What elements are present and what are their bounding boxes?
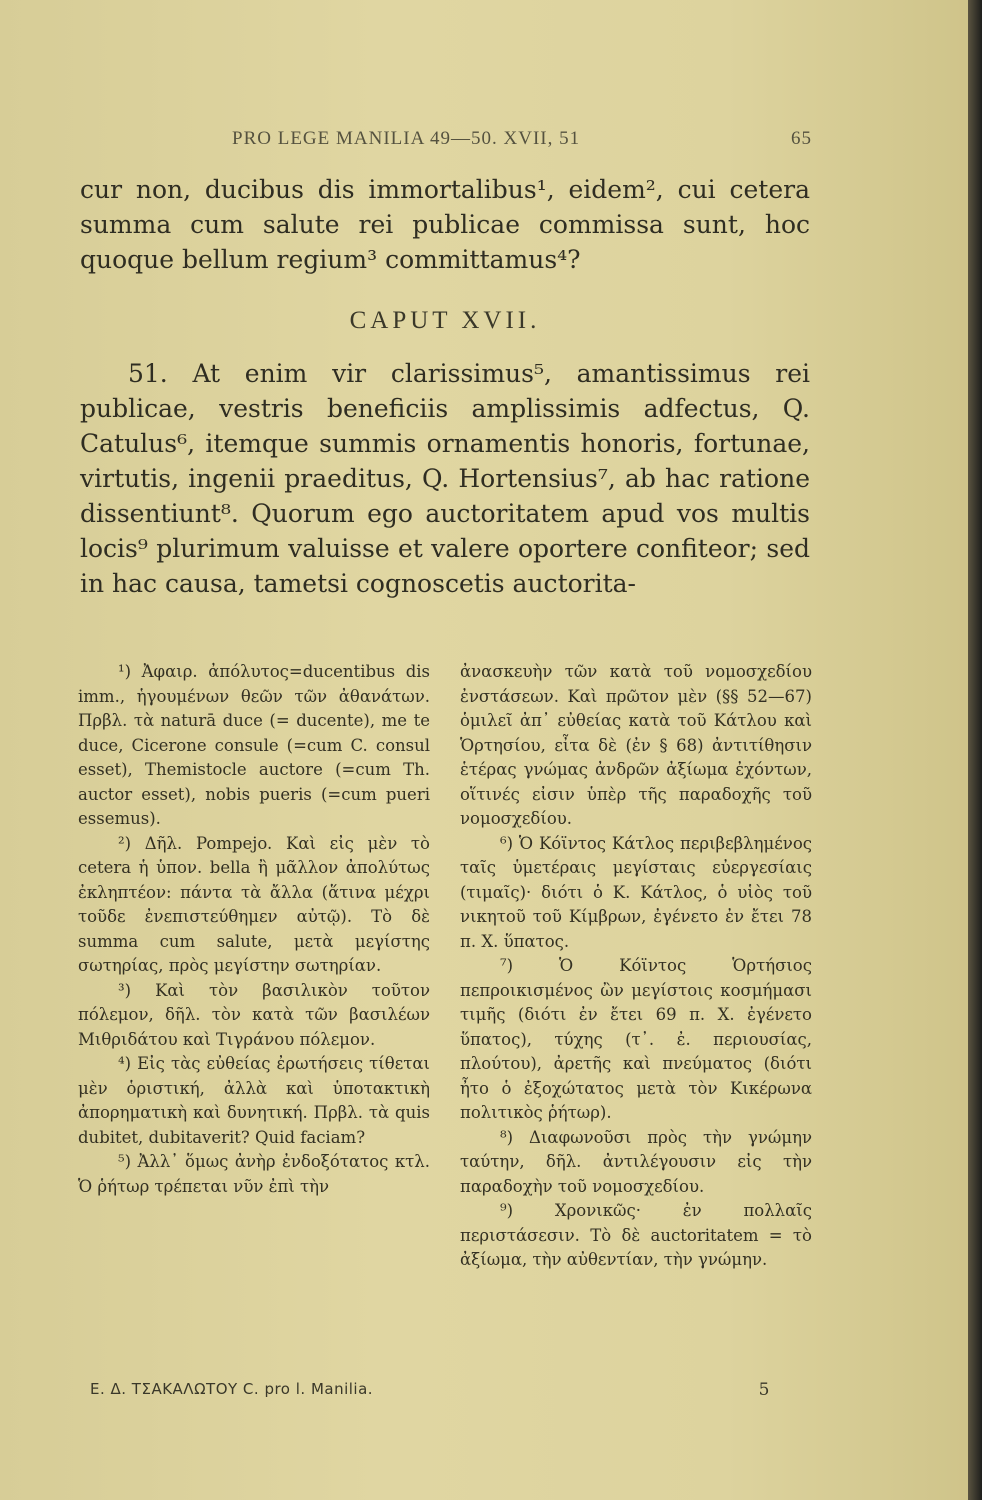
main-text	[80, 172, 810, 601]
footnote: ⁹) Χρονικῶς· ἐν πολλαῖς περιστάσεσιν. Τὸ δὲ auctoritatem = τὸ ἀξίωμα, τὴν αὐθεντίαν, τὴν γνώμην.	[460, 1201, 812, 1269]
page-number: 65	[791, 128, 812, 149]
footnote: ⁵) Ἀλλ᾽ ὅμως ἀνὴρ ἐνδοξότατος κτλ. Ὁ ῥήτωρ τρέπεται νῦν ἐπὶ τὴν	[78, 1152, 430, 1196]
chapter-heading: CAPUT XVII.	[349, 307, 541, 334]
footnotes-left-column	[78, 660, 430, 1273]
running-head	[232, 128, 812, 150]
footnote: ¹) Ἀφαιρ. ἀπόλυτος=ducentibus dis imm., ἡγουμένων θεῶν τῶν ἀθανάτων. Πρβλ. τὰ naturā duce (= ducente), me te duce, Cicerone consule (=cum C. consul esset), Themistocle auctore (=cum Th. auctor esset), nobis pueris (=cum pueri essemus).	[78, 662, 430, 828]
main-paragraph-2: 51. At enim vir clarissimus⁵, amantissimus rei publicae, vestris beneficiis amplissimis adfectus, Q. Catulus⁶, itemque summis ornamentis honoris, fortunae, virtutis, ingenii praeditus, Q. Hortensius⁷, ab hac ratione dissentiunt⁸. Quorum ego auctoritatem apud vos multis locis⁹ plurimum valuisse et valere oportere confiteor; sed in hac causa, tametsi cognoscetis auctorita-	[80, 359, 810, 598]
footnote: ⁷) Ὁ Κόϊντος Ὁρτήσιος πεπροικισμένος ὢν μεγίστοις κοσμήμασι τιμῆς (διότι ἐν ἔτει 69 π. Χ. ἐγένετο ὕπατος), τύχης (τ᾽. ἐ. περιουσίας, πλούτου), ἀρετῆς καὶ πνεύματος (διότι ἦτο ὁ ἐξοχώτατος μετὰ τὸν Κικέρωνα πολιτικὸς ῥήτωρ).	[460, 956, 812, 1122]
printer-signature: Ε. Δ. ΤΣΑΚΑΛΩΤΟΥ C. pro l. Manilia.	[90, 1380, 374, 1398]
footnote: ³) Καὶ τὸν βασιλικὸν τοῦτον πόλεμον, δῆλ. τὸν κατὰ τῶν βασιλέων Μιθριδάτου καὶ Τιγράνου πόλεμον.	[78, 980, 430, 1049]
footnote: ⁴) Εἰς τὰς εὐθείας ἐρωτήσεις τίθεται μὲν ὁριστική, ἀλλὰ καὶ ὑποτακτικὴ ἀπορηματικὴ καὶ δυνητική. Πρβλ. τὰ quis dubitet, dubitaverit? Quid faciam?	[78, 1054, 430, 1147]
footnote: ⁸) Διαφωνοῦσι πρὸς τὴν γνώμην ταύτην, δῆλ. ἀντιλέγουσιν εἰς τὴν παραδοχὴν τοῦ νομοσχεδίου.	[460, 1127, 812, 1196]
footnote-continuation: ἀνασκευὴν τῶν κατὰ τοῦ νομοσχεδίου ἐνστάσεων. Καὶ πρῶτον μὲν (§§ 52—67) ὁμιλεῖ ἀπ᾽ εὐθείας κατὰ τοῦ Κάτλου καὶ Ὁρτησίου, εἶτα δὲ (ἐν § 68) ἀντιτίθησιν ἑτέρας γνώμας ἀνδρῶν ἀξίωμα ἐχόντων, οἵτινές εἰσιν ὑπὲρ τῆς παραδοχῆς τοῦ νομοσχεδίου.	[460, 662, 812, 828]
footnotes	[78, 660, 812, 1273]
main-paragraph-1: cur non, ducibus dis immortalibus¹, eidem², cui cetera summa cum salute rei publicae commissa sunt, hoc quoque bellum regium³ committamus⁴?	[80, 175, 810, 274]
printer-signature-line	[90, 1380, 770, 1400]
sheet-number: 5	[758, 1380, 770, 1400]
page-edge-shadow	[968, 0, 982, 1500]
footnote: ⁶) Ὁ Κόϊντος Κάτλος περιβεβλημένος ταῖς ὑμετέραις μεγίσταις εὐεργεσίαις (τιμαῖς)· διότι ὁ Κ. Κάτλος, ὁ υἱὸς τοῦ νικητοῦ τοῦ Κίμβρων, ἐγένετο ἐν ἔτει 78 π. Χ. ὕπατος.	[460, 833, 812, 951]
running-head-title: PRO LEGE MANILIA 49—50. XVII, 51	[232, 128, 581, 149]
footnote: ²) Δῆλ. Pompejo. Καὶ εἰς μὲν τὸ cetera ἡ ὑπον. bella ἢ μᾶλλον ἀπολύτως ἐκληπτέον: πάντα τὰ ἄλλα (ἅτινα μέχρι τοῦδε ἐνεπιστεύθημεν αὐτῷ). Τὸ δὲ summa cum salute, μετὰ μεγίστης σωτηρίας, πρὸς μεγίστην σωτηρίαν.	[78, 833, 430, 975]
footnotes-right-column	[460, 660, 812, 1273]
